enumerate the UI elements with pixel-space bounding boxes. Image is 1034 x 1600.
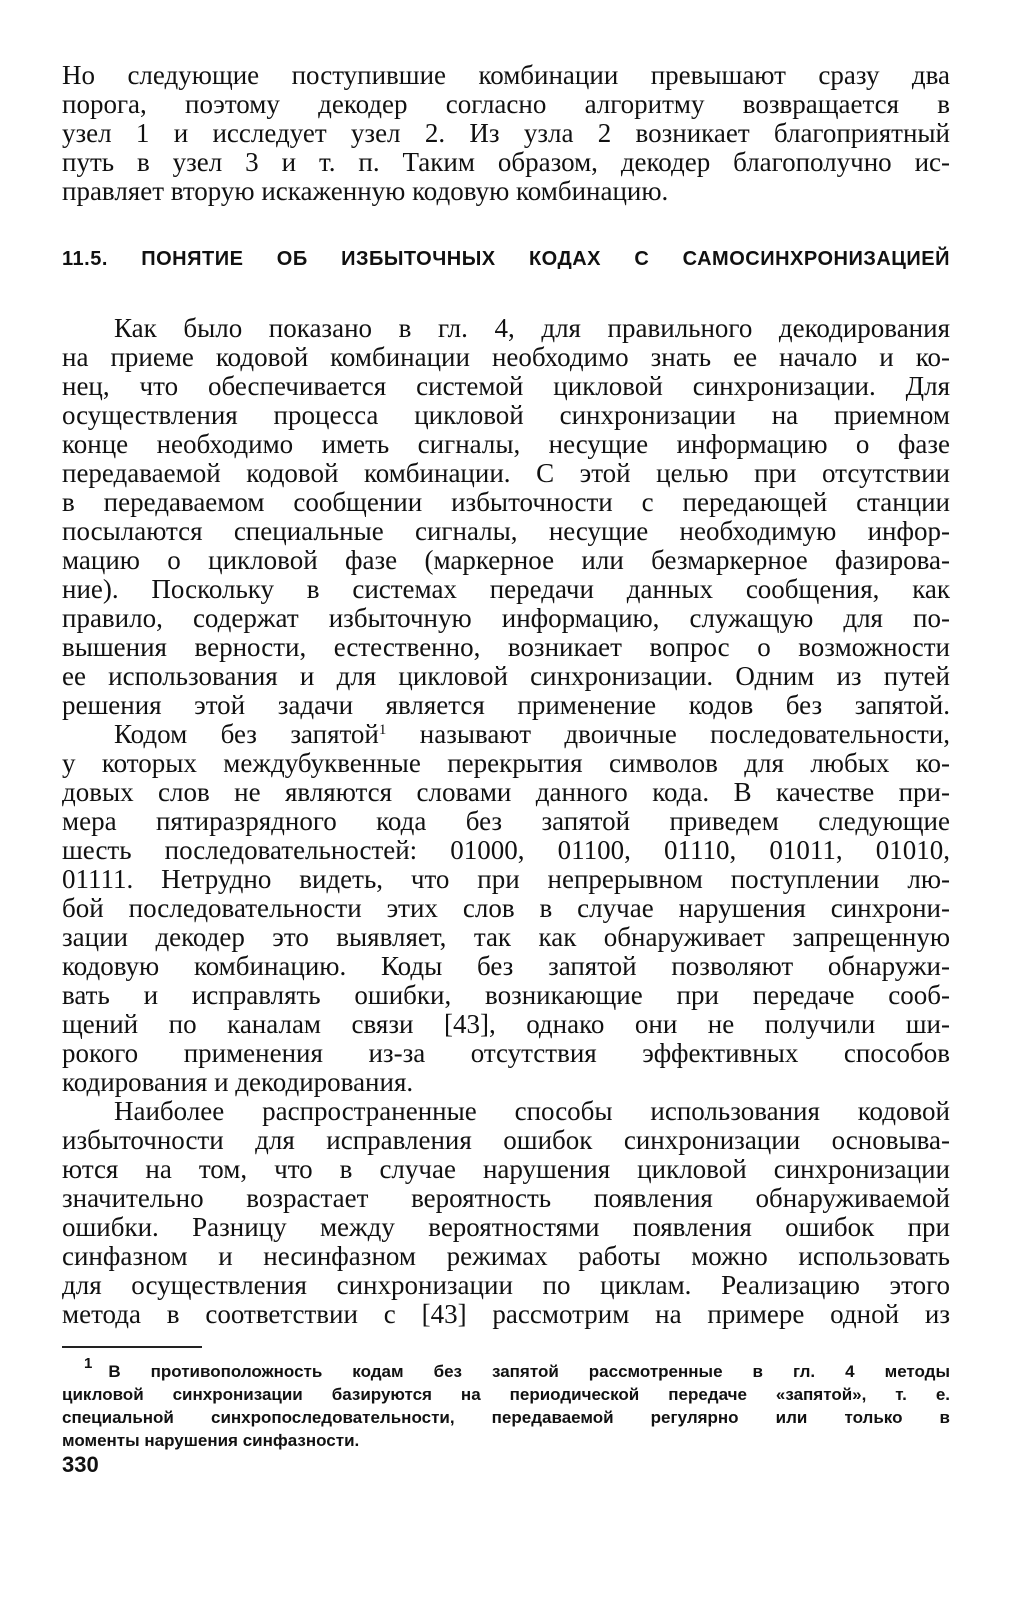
- text-line: порога, поэтому декодер согласно алгоритму возвращается в: [62, 89, 950, 119]
- text-line: довых слов не являются словами данного кода. В качестве при-: [62, 777, 950, 807]
- text-span: Кодом без запятой: [114, 719, 379, 749]
- text-line: Как было показано в гл. 4, для правильного декодирования: [114, 313, 950, 343]
- text-line: посылаются специальные сигналы, несущие необходимую инфор-: [62, 516, 950, 546]
- text-line: значительно возрастает вероятность появления обнаруживаемой: [62, 1183, 950, 1213]
- text-span: называют двоичные последовательности,: [386, 719, 950, 749]
- text-line: путь в узел 3 и т. п. Таким образом, декодер благополучно ис-: [62, 147, 950, 177]
- text-line: на приеме кодовой комбинации необходимо знать ее начало и ко-: [62, 342, 950, 372]
- text-line: правило, содержат избыточную информацию, служащую для по-: [62, 603, 950, 633]
- text-line: ние). Поскольку в системах передачи данных сообщения, как: [62, 574, 950, 604]
- footnote-line: специальной синхропоследовательности, передаваемой регулярно или только в: [62, 1408, 950, 1427]
- footnote-line: моменты нарушения синфазности.: [62, 1431, 360, 1450]
- text-line: вышения верности, естественно, возникает вопрос о возможности: [62, 632, 950, 662]
- text-line: узел 1 и исследует узел 2. Из узла 2 возникает благоприятный: [62, 118, 950, 148]
- footnote-line: цикловой синхронизации базируются на периодической передаче «запятой», т. е.: [62, 1385, 950, 1404]
- text-line: конце необходимо иметь сигналы, несущие информацию о фазе: [62, 429, 950, 459]
- text-span: В противоположность кодам без запятой рассмотренные в гл. 4 методы: [108, 1362, 950, 1381]
- text-line: ее использования и для цикловой синхронизации. Одним из путей: [62, 661, 950, 691]
- text-line: у которых междубуквенные перекрытия символов для любых ко-: [62, 748, 950, 778]
- text-line: щений по каналам связи [43], однако они не получили ши-: [62, 1009, 950, 1039]
- text-line: вать и исправлять ошибки, возникающие при передаче сооб-: [62, 980, 950, 1010]
- text-line: [114, 719, 950, 749]
- text-line: ются на том, что в случае нарушения цикловой синхронизации: [62, 1154, 950, 1184]
- text-line: ошибки. Разницу между вероятностями появления ошибок при: [62, 1212, 950, 1242]
- text-line: шесть последовательностей: 01000, 01100, 01110, 01011, 01010,: [62, 835, 950, 865]
- text-line: нец, что обеспечивается системой цикловой синхронизации. Для: [62, 371, 950, 401]
- text-line: правляет вторую искаженную кодовую комбинацию.: [62, 176, 669, 206]
- footnote-separator: [62, 1346, 202, 1348]
- text-line: передаваемой кодовой комбинации. С этой целью при отсутствии: [62, 458, 950, 488]
- text-line: Наиболее распространенные способы использования кодовой: [114, 1096, 950, 1126]
- text-line: кодирования и декодирования.: [62, 1067, 414, 1097]
- footnote-marker: 1: [84, 1355, 93, 1372]
- text-line: решения этой задачи является применение кодов без запятой.: [62, 690, 950, 720]
- text-line: зации декодер это выявляет, так как обнаруживает запрещенную: [62, 922, 950, 952]
- text-line: мацию о цикловой фазе (маркерное или безмаркерное фазирова-: [62, 545, 950, 575]
- text-line: избыточности для исправления ошибок синхронизации основыва-: [62, 1125, 950, 1155]
- text-line: в передаваемом сообщении избыточности с передающей станции: [62, 487, 950, 517]
- text-line: кодовую комбинацию. Коды без запятой позволяют обнаружи-: [62, 951, 950, 981]
- footnote-marker: 1: [378, 722, 387, 738]
- text-line: осуществления процесса цикловой синхронизации на приемном: [62, 400, 950, 430]
- text-line: рокого применения из-за отсутствия эффективных способов: [62, 1038, 950, 1068]
- text-line: синфазном и несинфазном режимах работы можно использовать: [62, 1241, 950, 1271]
- text-line: мера пятиразрядного кода без запятой приведем следующие: [62, 806, 950, 836]
- section-heading: 11.5. ПОНЯТИЕ ОБ ИЗБЫТОЧНЫХ КОДАХ С САМОСИНХРОНИЗАЦИЕЙ: [62, 248, 950, 270]
- text-line: бой последовательности этих слов в случае нарушения синхрони-: [62, 893, 950, 923]
- text-line: для осуществления синхронизации по циклам. Реализацию этого: [62, 1270, 950, 1300]
- text-line: метода в соответствии с [43] рассмотрим на примере одной из: [62, 1299, 950, 1329]
- footnote-line: [84, 1355, 950, 1383]
- page-number: 330: [62, 1452, 99, 1477]
- text-line: Но следующие поступившие комбинации превышают сразу два: [62, 60, 950, 90]
- text-line: 01111. Нетрудно видеть, что при непрерывном поступлении лю-: [62, 864, 950, 894]
